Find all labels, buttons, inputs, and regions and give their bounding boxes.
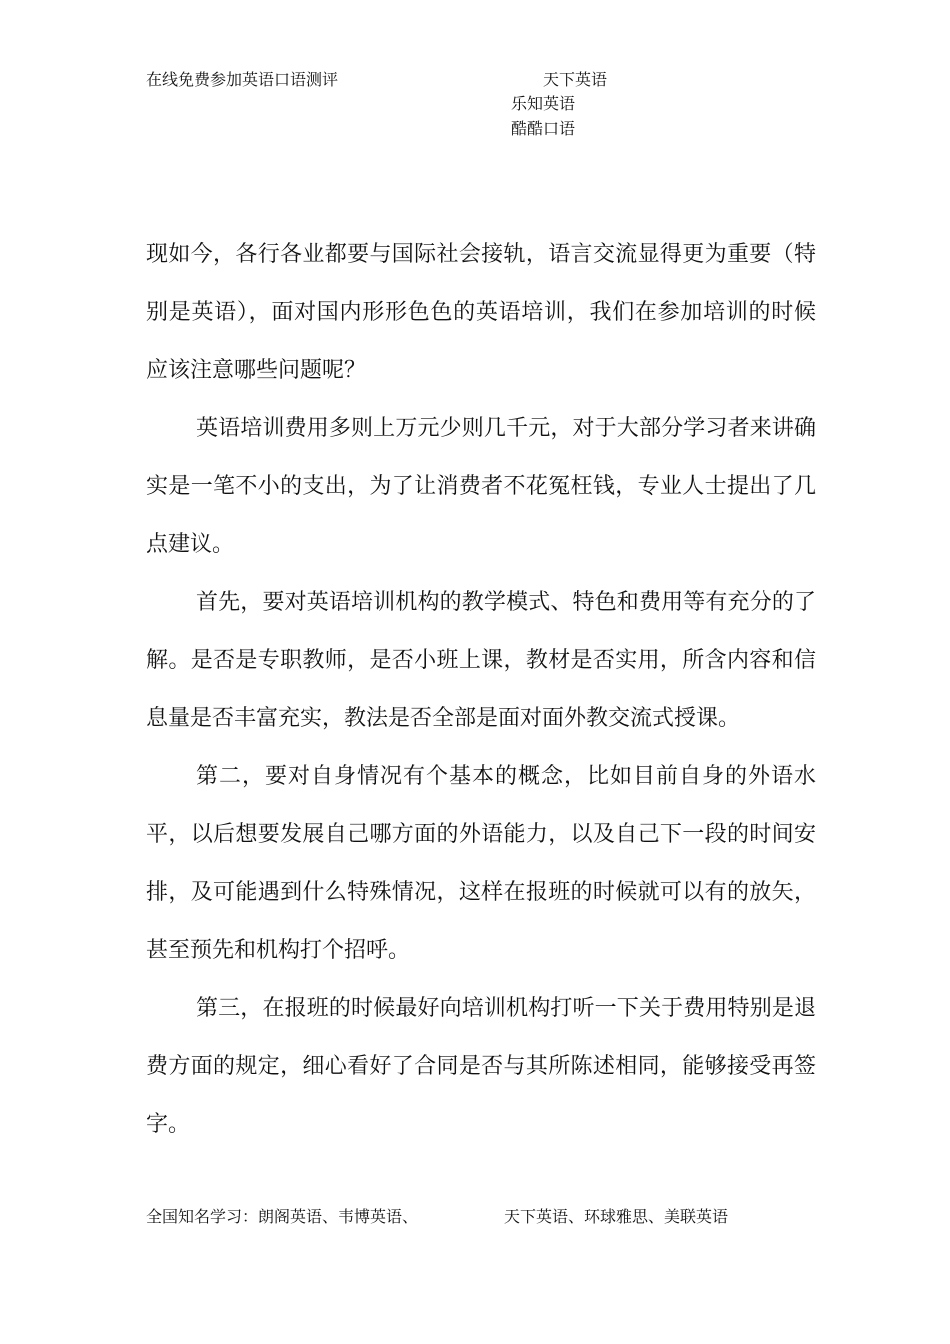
header-right-line-3: 酷酷口语 <box>511 119 576 138</box>
header-right-line-1: 天下英语 <box>543 70 608 89</box>
paragraph-second-advice: 第二，要对自身情况有个基本的概念，比如目前自身的外语水平，以后想要发展自己哪方面的外语能力，以及自己下一段的时间安排，及可能遇到什么特殊情况，这样在报班的时候就可以有的放矢，甚至预先和机构打个招呼。 <box>146 764 816 963</box>
header-left-text: 在线免费参加英语口语测评 <box>146 70 339 89</box>
article-body <box>146 226 816 1154</box>
paragraph-cost: 英语培训费用多则上万元少则几千元，对于大部分学习者来讲确实是一笔不小的支出，为了让消费者不花冤枉钱，专业人士提出了几点建议。 <box>146 416 816 557</box>
header-right-line-2: 乐知英语 <box>511 94 576 113</box>
footer-left-text: 全国知名学习：朗阁英语、韦博英语、 <box>146 1207 419 1226</box>
paragraph-intro: 现如今，各行各业都要与国际社会接轨，语言交流显得更为重要（特别是英语），面对国内形形色色的英语培训，我们在参加培训的时候应该注意哪些问题呢？ <box>146 242 816 383</box>
footer-right-text: 天下英语、环球雅思、美联英语 <box>504 1207 729 1226</box>
paragraph-third-advice: 第三，在报班的时候最好向培训机构打听一下关于费用特别是退费方面的规定，细心看好了合同是否与其所陈述相同，能够接受再签字。 <box>146 996 816 1137</box>
paragraph-first-advice: 首先，要对英语培训机构的教学模式、特色和费用等有充分的了解。是否是专职教师，是否小班上课，教材是否实用，所含内容和信息量是否丰富充实，教法是否全部是面对面外教交流式授课。 <box>146 590 816 731</box>
